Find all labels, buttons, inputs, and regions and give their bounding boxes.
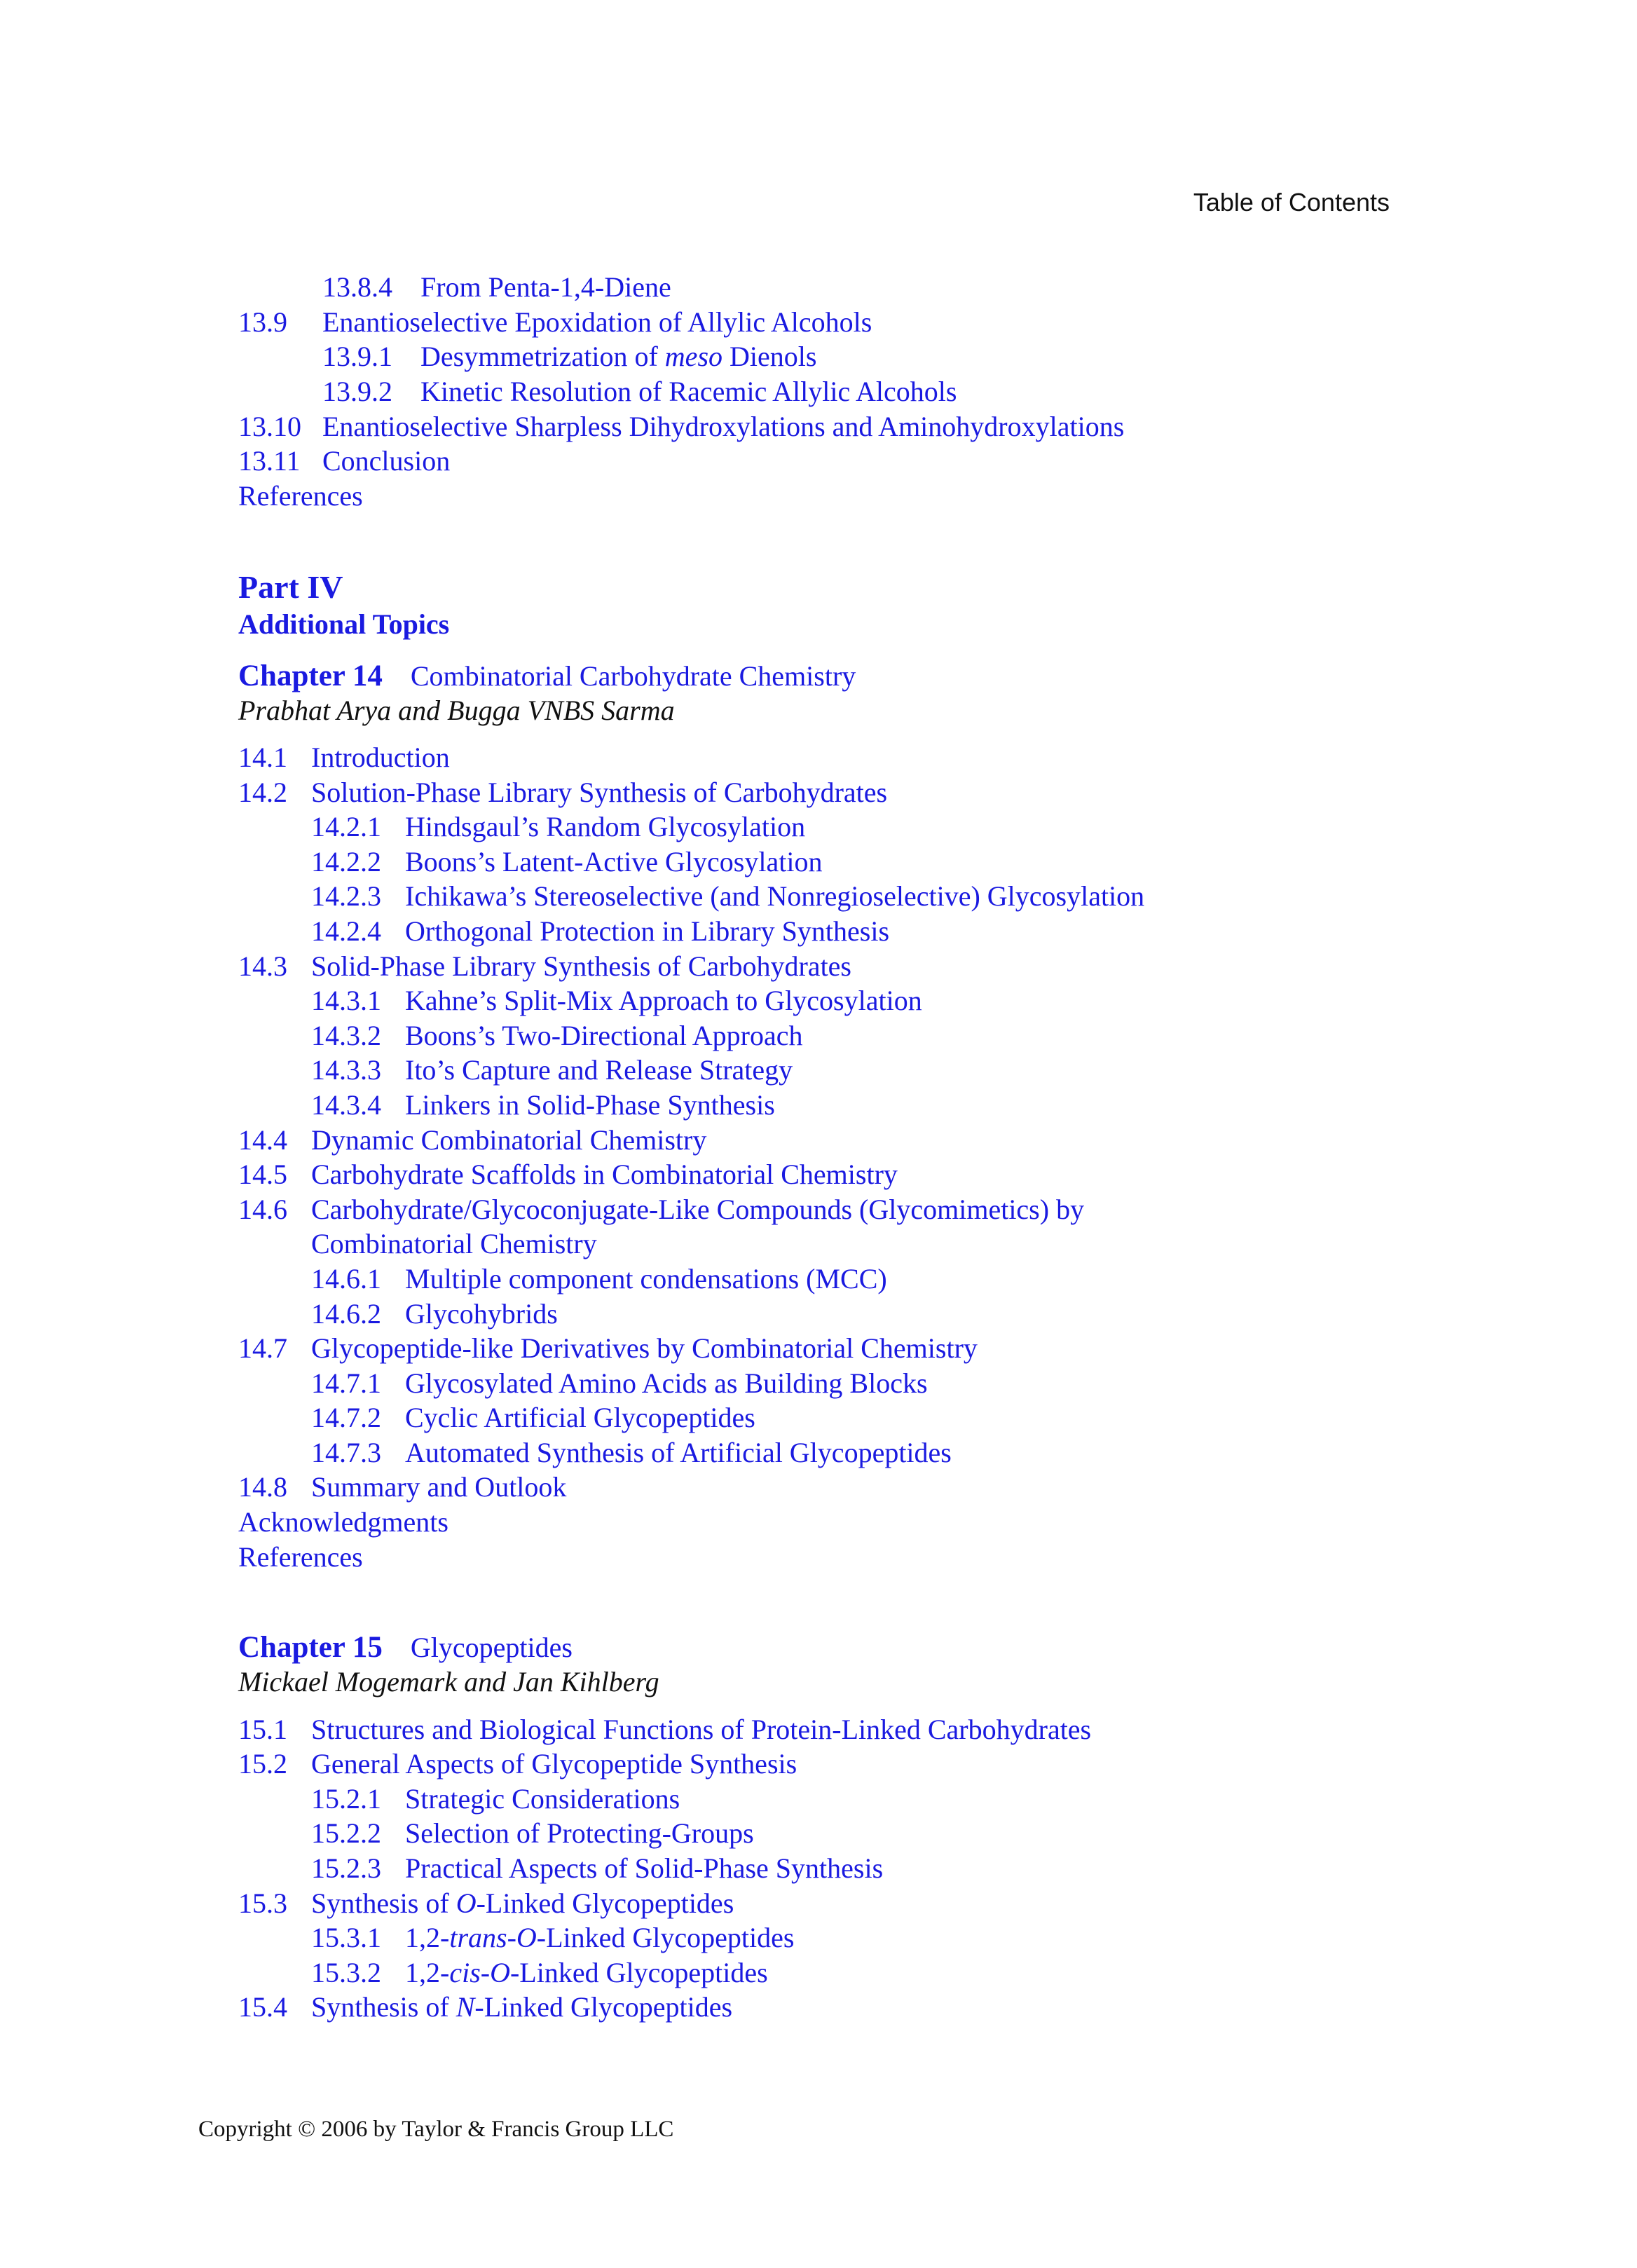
- toc-entry[interactable]: [311, 1019, 802, 1053]
- entry-title-italic: trans-O: [449, 1922, 537, 1953]
- toc-entry[interactable]: [322, 375, 957, 409]
- entry-number: 14.7.3: [311, 1437, 381, 1468]
- entry-number: 15.4: [238, 1991, 287, 2023]
- entry-number: 14.6.1: [311, 1263, 381, 1294]
- entry-title: Glycosylated Amino Acids as Building Blocks: [405, 1367, 928, 1399]
- entry-title: Strategic Considerations: [405, 1783, 680, 1815]
- entry-title: Ito’s Capture and Release Strategy: [405, 1054, 793, 1086]
- entry-title: Carbohydrate/Glycoconjugate-Like Compounds (Glycomimetics) by: [311, 1194, 1085, 1225]
- entry-number: 15.1: [238, 1714, 287, 1745]
- toc-entry[interactable]: [238, 1332, 978, 1365]
- toc-entry[interactable]: [238, 1747, 797, 1781]
- entry-title: Synthesis of: [311, 1991, 456, 2023]
- entry-title: Conclusion: [322, 445, 451, 477]
- entry-title-rest: Dienols: [722, 341, 817, 372]
- toc-entry[interactable]: [311, 1088, 775, 1122]
- entry-number: 15.3.1: [311, 1922, 381, 1953]
- entry-title: Acknowledgments: [238, 1506, 448, 1538]
- running-head: Table of Contents: [1193, 188, 1390, 217]
- entry-number: 15.2: [238, 1748, 287, 1779]
- toc-entry[interactable]: [311, 1817, 754, 1850]
- toc-entry[interactable]: [311, 1436, 952, 1470]
- entry-title: Summary and Outlook: [311, 1471, 567, 1503]
- entry-number: 14.6.2: [311, 1298, 381, 1330]
- entry-number: 15.2.3: [311, 1852, 381, 1884]
- entry-number: 14.2.4: [311, 915, 381, 947]
- entry-title: Ichikawa’s Stereoselective (and Nonregioselective) Glycosylation: [405, 880, 1145, 912]
- toc-entry[interactable]: [238, 1193, 1084, 1227]
- entry-title-italic: cis-O: [449, 1957, 510, 1988]
- part-title[interactable]: Additional Topics: [238, 608, 450, 640]
- toc-entry[interactable]: [311, 1297, 558, 1331]
- entry-number: 14.7: [238, 1332, 287, 1364]
- entry-title: 1,2-: [405, 1957, 450, 1988]
- entry-title: Boons’s Two-Directional Approach: [405, 1020, 803, 1051]
- chapter-label: Chapter 14: [238, 660, 383, 692]
- toc-entry[interactable]: [238, 1123, 706, 1157]
- toc-entry[interactable]: [311, 845, 822, 879]
- entry-number: 14.2.1: [311, 811, 381, 842]
- toc-entry[interactable]: [238, 1713, 1091, 1747]
- toc-entry[interactable]: [238, 1470, 566, 1504]
- toc-entry[interactable]: [311, 880, 1144, 913]
- entry-title-italic: O: [456, 1887, 477, 1919]
- entry-title: Synthesis of: [311, 1887, 456, 1919]
- chapter-label: Chapter 15: [238, 1631, 383, 1664]
- toc-entry[interactable]: [311, 1367, 928, 1400]
- toc-entry[interactable]: [238, 1541, 363, 1574]
- entry-title: Introduction: [311, 742, 450, 773]
- entry-number: 14.6: [238, 1194, 287, 1225]
- entry-title-rest: -Linked Glycopeptides: [476, 1887, 734, 1919]
- entry-number: 14.4: [238, 1124, 287, 1156]
- entry-number: 15.3.2: [311, 1957, 381, 1988]
- entry-title: References: [238, 1541, 363, 1573]
- chapter-heading[interactable]: [238, 1630, 573, 1665]
- entry-title-italic: N: [456, 1991, 475, 2023]
- entry-title: Solid-Phase Library Synthesis of Carbohydrates: [311, 950, 851, 982]
- entry-title: Desymmetrization of: [420, 341, 665, 372]
- chapter-title: Combinatorial Carbohydrate Chemistry: [410, 660, 856, 692]
- entry-title-italic: meso: [664, 341, 723, 372]
- toc-entry[interactable]: [311, 1852, 883, 1885]
- entry-number: 15.3: [238, 1887, 287, 1919]
- chapter-authors: Mickael Mogemark and Jan Kihlberg: [238, 1666, 659, 1697]
- toc-entry[interactable]: [311, 810, 805, 844]
- toc-entry[interactable]: [238, 950, 851, 983]
- entry-number: 14.2: [238, 777, 287, 808]
- entry-title: Glycopeptide-like Derivatives by Combinatorial Chemistry: [311, 1332, 978, 1364]
- entry-number: 14.2.2: [311, 846, 381, 877]
- toc-entry[interactable]: [238, 1887, 734, 1920]
- toc-entry[interactable]: [238, 444, 450, 478]
- toc-entry[interactable]: [238, 1990, 732, 2024]
- entry-number: 14.7.1: [311, 1367, 381, 1399]
- entry-title: General Aspects of Glycopeptide Synthesis: [311, 1748, 797, 1779]
- entry-title: Hindsgaul’s Random Glycosylation: [405, 811, 806, 842]
- entry-title: 1,2-: [405, 1922, 450, 1953]
- toc-entry[interactable]: [311, 1782, 680, 1816]
- entry-number: 14.2.3: [311, 880, 381, 912]
- entry-title: Solution-Phase Library Synthesis of Carbohydrates: [311, 777, 888, 808]
- entry-number: 14.3.2: [311, 1020, 381, 1051]
- entry-number: 13.9: [238, 306, 287, 338]
- toc-entry[interactable]: [238, 306, 872, 339]
- chapter-authors: Prabhat Arya and Bugga VNBS Sarma: [238, 695, 675, 726]
- entry-number: 14.3.1: [311, 985, 381, 1016]
- entry-title: Carbohydrate Scaffolds in Combinatorial Chemistry: [311, 1159, 898, 1190]
- toc-entry[interactable]: [238, 1158, 898, 1191]
- entry-number: 13.10: [238, 411, 301, 442]
- toc-entry[interactable]: [311, 1053, 793, 1087]
- entry-number: 13.9.1: [322, 341, 392, 372]
- entry-title: Dynamic Combinatorial Chemistry: [311, 1124, 707, 1156]
- toc-entry[interactable]: [322, 340, 816, 374]
- entry-title: Cyclic Artificial Glycopeptides: [405, 1402, 755, 1433]
- toc-entry[interactable]: [238, 776, 887, 809]
- entry-number: 14.5: [238, 1159, 287, 1190]
- entry-title: Combinatorial Chemistry: [311, 1228, 597, 1259]
- entry-number: 14.7.2: [311, 1402, 381, 1433]
- entry-title: Multiple component condensations (MCC): [405, 1263, 887, 1294]
- entry-title: Enantioselective Sharpless Dihydroxylations and Aminohydroxylations: [322, 411, 1125, 442]
- toc-entry[interactable]: [238, 479, 363, 513]
- entry-title-rest: -Linked Glycopeptides: [509, 1957, 768, 1988]
- entry-number: 14.3.4: [311, 1089, 381, 1121]
- entry-number: 13.9.2: [322, 376, 392, 407]
- entry-number: 15.2.2: [311, 1817, 381, 1849]
- entry-number: 15.2.1: [311, 1783, 381, 1815]
- entry-number: 14.1: [238, 742, 287, 773]
- entry-title: From Penta-1,4-Diene: [420, 271, 671, 303]
- entry-title: Linkers in Solid-Phase Synthesis: [405, 1089, 775, 1121]
- entry-title: Kinetic Resolution of Racemic Allylic Alcohols: [420, 376, 957, 407]
- entry-number: 14.3.3: [311, 1054, 381, 1086]
- entry-title: Boons’s Latent-Active Glycosylation: [405, 846, 823, 877]
- toc-entry[interactable]: [311, 1401, 755, 1435]
- entry-title: Selection of Protecting-Groups: [405, 1817, 754, 1849]
- toc-entry[interactable]: [238, 1505, 448, 1539]
- entry-title: Glycohybrids: [405, 1298, 558, 1330]
- entry-number: 13.11: [238, 445, 301, 477]
- toc-entry[interactable]: [311, 984, 922, 1018]
- toc-entry[interactable]: [238, 741, 450, 774]
- entry-title-rest: -Linked Glycopeptides: [536, 1922, 795, 1953]
- entry-title: Practical Aspects of Solid-Phase Synthesis: [405, 1852, 884, 1884]
- entry-number: 14.3: [238, 950, 287, 982]
- chapter-heading[interactable]: [238, 659, 856, 693]
- entry-title: Structures and Biological Functions of Protein-Linked Carbohydrates: [311, 1714, 1092, 1745]
- entry-title: Automated Synthesis of Artificial Glycopeptides: [405, 1437, 952, 1468]
- toc-entry[interactable]: [322, 271, 671, 304]
- entry-number: 14.8: [238, 1471, 287, 1503]
- toc-entry[interactable]: [311, 1921, 794, 1955]
- toc-entry[interactable]: [238, 410, 1124, 444]
- entry-title: Orthogonal Protection in Library Synthesis: [405, 915, 890, 947]
- part-label[interactable]: Part IV: [238, 569, 343, 605]
- entry-title: Enantioselective Epoxidation of Allylic Alcohols: [322, 306, 872, 338]
- toc-entry[interactable]: [311, 1262, 887, 1296]
- entry-number: 13.8.4: [322, 271, 392, 303]
- entry-title-rest: -Linked Glycopeptides: [474, 1991, 733, 2023]
- toc-entry-continuation[interactable]: [311, 1227, 597, 1261]
- chapter-title: Glycopeptides: [410, 1632, 573, 1663]
- entry-title: References: [238, 480, 363, 512]
- toc-entry[interactable]: [311, 1956, 768, 1990]
- toc-entry[interactable]: [311, 915, 889, 948]
- entry-title: Kahne’s Split-Mix Approach to Glycosylation: [405, 985, 922, 1016]
- copyright-footer: Copyright © 2006 by Taylor & Francis Group LLC: [198, 2117, 674, 2142]
